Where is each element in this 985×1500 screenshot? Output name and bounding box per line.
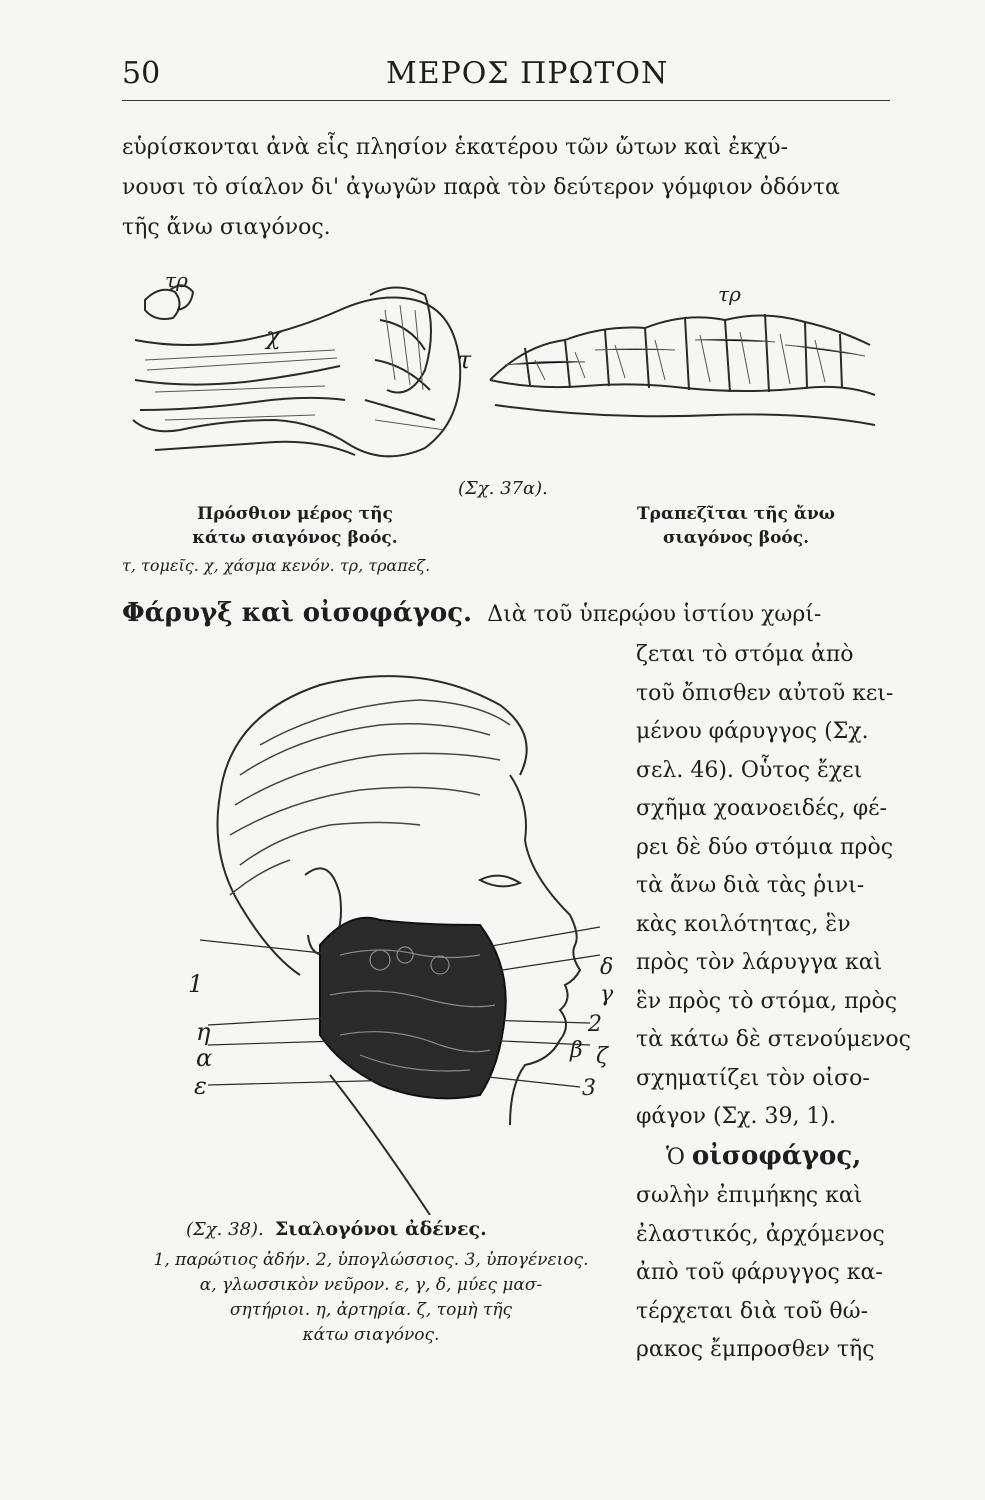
- header-rule: [122, 100, 890, 101]
- right-column-text: [636, 636, 911, 1370]
- body-line: σελ. 46). Οὗτος ἔχει: [636, 757, 863, 783]
- fig38-label-alpha: α: [196, 1044, 213, 1072]
- running-header-title: ΜΕΡΟΣ ΠΡΩΤΟΝ: [386, 56, 669, 91]
- fig38-label-beta: β: [570, 1038, 583, 1063]
- label-tr-right: τρ: [718, 282, 741, 306]
- fig38-label-epsilon: ε: [194, 1072, 207, 1100]
- body-line: πρὸς τὸν λάρυγγα καὶ: [636, 950, 883, 975]
- intro-line: εὑρίσκονται ἀνὰ εἷς πλησίον ἑκατέρου τῶν ὤτων καὶ ἐκχύ-: [122, 135, 788, 160]
- body-line: τὰ κάτω δὲ στενούμενος: [636, 1027, 911, 1052]
- figure38-number: (Σχ. 38).: [186, 1219, 264, 1240]
- body-line: ἀπὸ τοῦ φάρυγγος κα-: [636, 1260, 883, 1285]
- fig38-label-zeta: ζ: [596, 1044, 608, 1069]
- oesophagus-term: οἰσοφάγος,: [691, 1140, 862, 1171]
- body-line: σωλὴν ἐπιμήκης καὶ: [636, 1183, 863, 1208]
- figure37-right-caption: [586, 502, 886, 550]
- caption-line: κάτω σιαγόνος βοός.: [192, 528, 398, 548]
- fig38-label-eta: η: [196, 1018, 211, 1046]
- body-line: ἐλαστικός, ἀρχόμενος: [636, 1221, 885, 1247]
- body-line: τοῦ ὄπισθεν αὐτοῦ κει-: [636, 680, 894, 706]
- oesophagus-prefix: Ὁ: [666, 1144, 685, 1170]
- caption-line: Τραπεζῖται τῆς ἄνω: [637, 504, 835, 524]
- fig38-label-3: 3: [582, 1076, 596, 1101]
- figure38-caption-heading: [186, 1218, 487, 1240]
- page-number: 50: [122, 56, 161, 91]
- fig38-label-2: 2: [588, 1012, 602, 1037]
- body-line: ἓν πρὸς τὸ στόμα, πρὸς: [636, 988, 898, 1014]
- legend-line: κάτω σιαγόνος.: [302, 1325, 440, 1345]
- body-line: τὰ ἄνω διὰ τὰς ῥινι-: [636, 873, 865, 898]
- oesophagus-heading-line: [636, 1137, 898, 1178]
- body-line: φάγον (Σχ. 39, 1).: [636, 1104, 837, 1129]
- fig38-label-gamma: γ: [600, 982, 614, 1007]
- fig38-label-delta: δ: [600, 955, 614, 980]
- section-heading: Φάρυγξ καὶ οἰσοφάγος.: [122, 598, 473, 628]
- head-salivary-glands-illustration: [180, 655, 630, 1215]
- figure37-number: (Σχ. 37α).: [458, 478, 548, 499]
- figure37-left-legend: τ, τομεῖς. χ, χάσμα κενόν. τρ, τραπεζ.: [122, 556, 431, 575]
- body-line: σχηματίζει τὸν οἰσο-: [636, 1065, 870, 1091]
- intro-line: τῆς ἄνω σιαγόνος.: [122, 215, 331, 240]
- body-line: ρει δὲ δύο στόμια πρὸς: [636, 834, 894, 860]
- figure38-title: Σιαλογόνοι ἀδένες.: [274, 1218, 487, 1240]
- body-line: σχῆμα χοανοειδές, φέ-: [636, 796, 887, 821]
- section-heading-line: [122, 598, 821, 628]
- figure38-legend: [116, 1248, 626, 1348]
- body-line: ρακος ἔμπροσθεν τῆς: [636, 1337, 875, 1362]
- caption-line: σιαγόνος βοός.: [662, 528, 810, 548]
- body-line: τέρχεται διὰ τοῦ θώ-: [636, 1298, 868, 1324]
- body-line: κὰς κοιλότητας, ἓν: [636, 911, 851, 937]
- body-line: μένου φάρυγγος (Σχ.: [636, 719, 869, 744]
- legend-line: α, γλωσσικὸν νεῦρον. ε, γ, δ, μύες μασ-: [199, 1275, 543, 1295]
- label-chi: χ: [266, 322, 281, 350]
- molars-illustration: [485, 290, 880, 440]
- fig38-label-1: 1: [188, 970, 204, 998]
- body-line: ζεται τὸ στόμα ἀπὸ: [636, 642, 854, 667]
- label-tr-left: τρ: [165, 268, 188, 292]
- caption-line: Πρόσθιον μέρος τῆς: [197, 504, 393, 524]
- intro-paragraph: [122, 128, 892, 248]
- jaw-front-illustration: [125, 270, 485, 470]
- legend-line: 1, παρώτιος ἀδήν. 2, ὑπογλώσσιος. 3, ὑπογένειος.: [153, 1250, 589, 1270]
- legend-line: σητήριοι. η, ἀρτηρία. ζ, τομὴ τῆς: [229, 1300, 513, 1320]
- section-heading-continuation: Διὰ τοῦ ὑπερῴου ἱστίου χωρί-: [487, 602, 822, 627]
- figure37-left-caption: [125, 502, 465, 550]
- label-tau: τ: [458, 346, 472, 374]
- intro-line: νουσι τὸ σίαλον δι' ἀγωγῶν παρὰ τὸν δεύτερον γόμφιον ὀδόντα: [122, 175, 840, 200]
